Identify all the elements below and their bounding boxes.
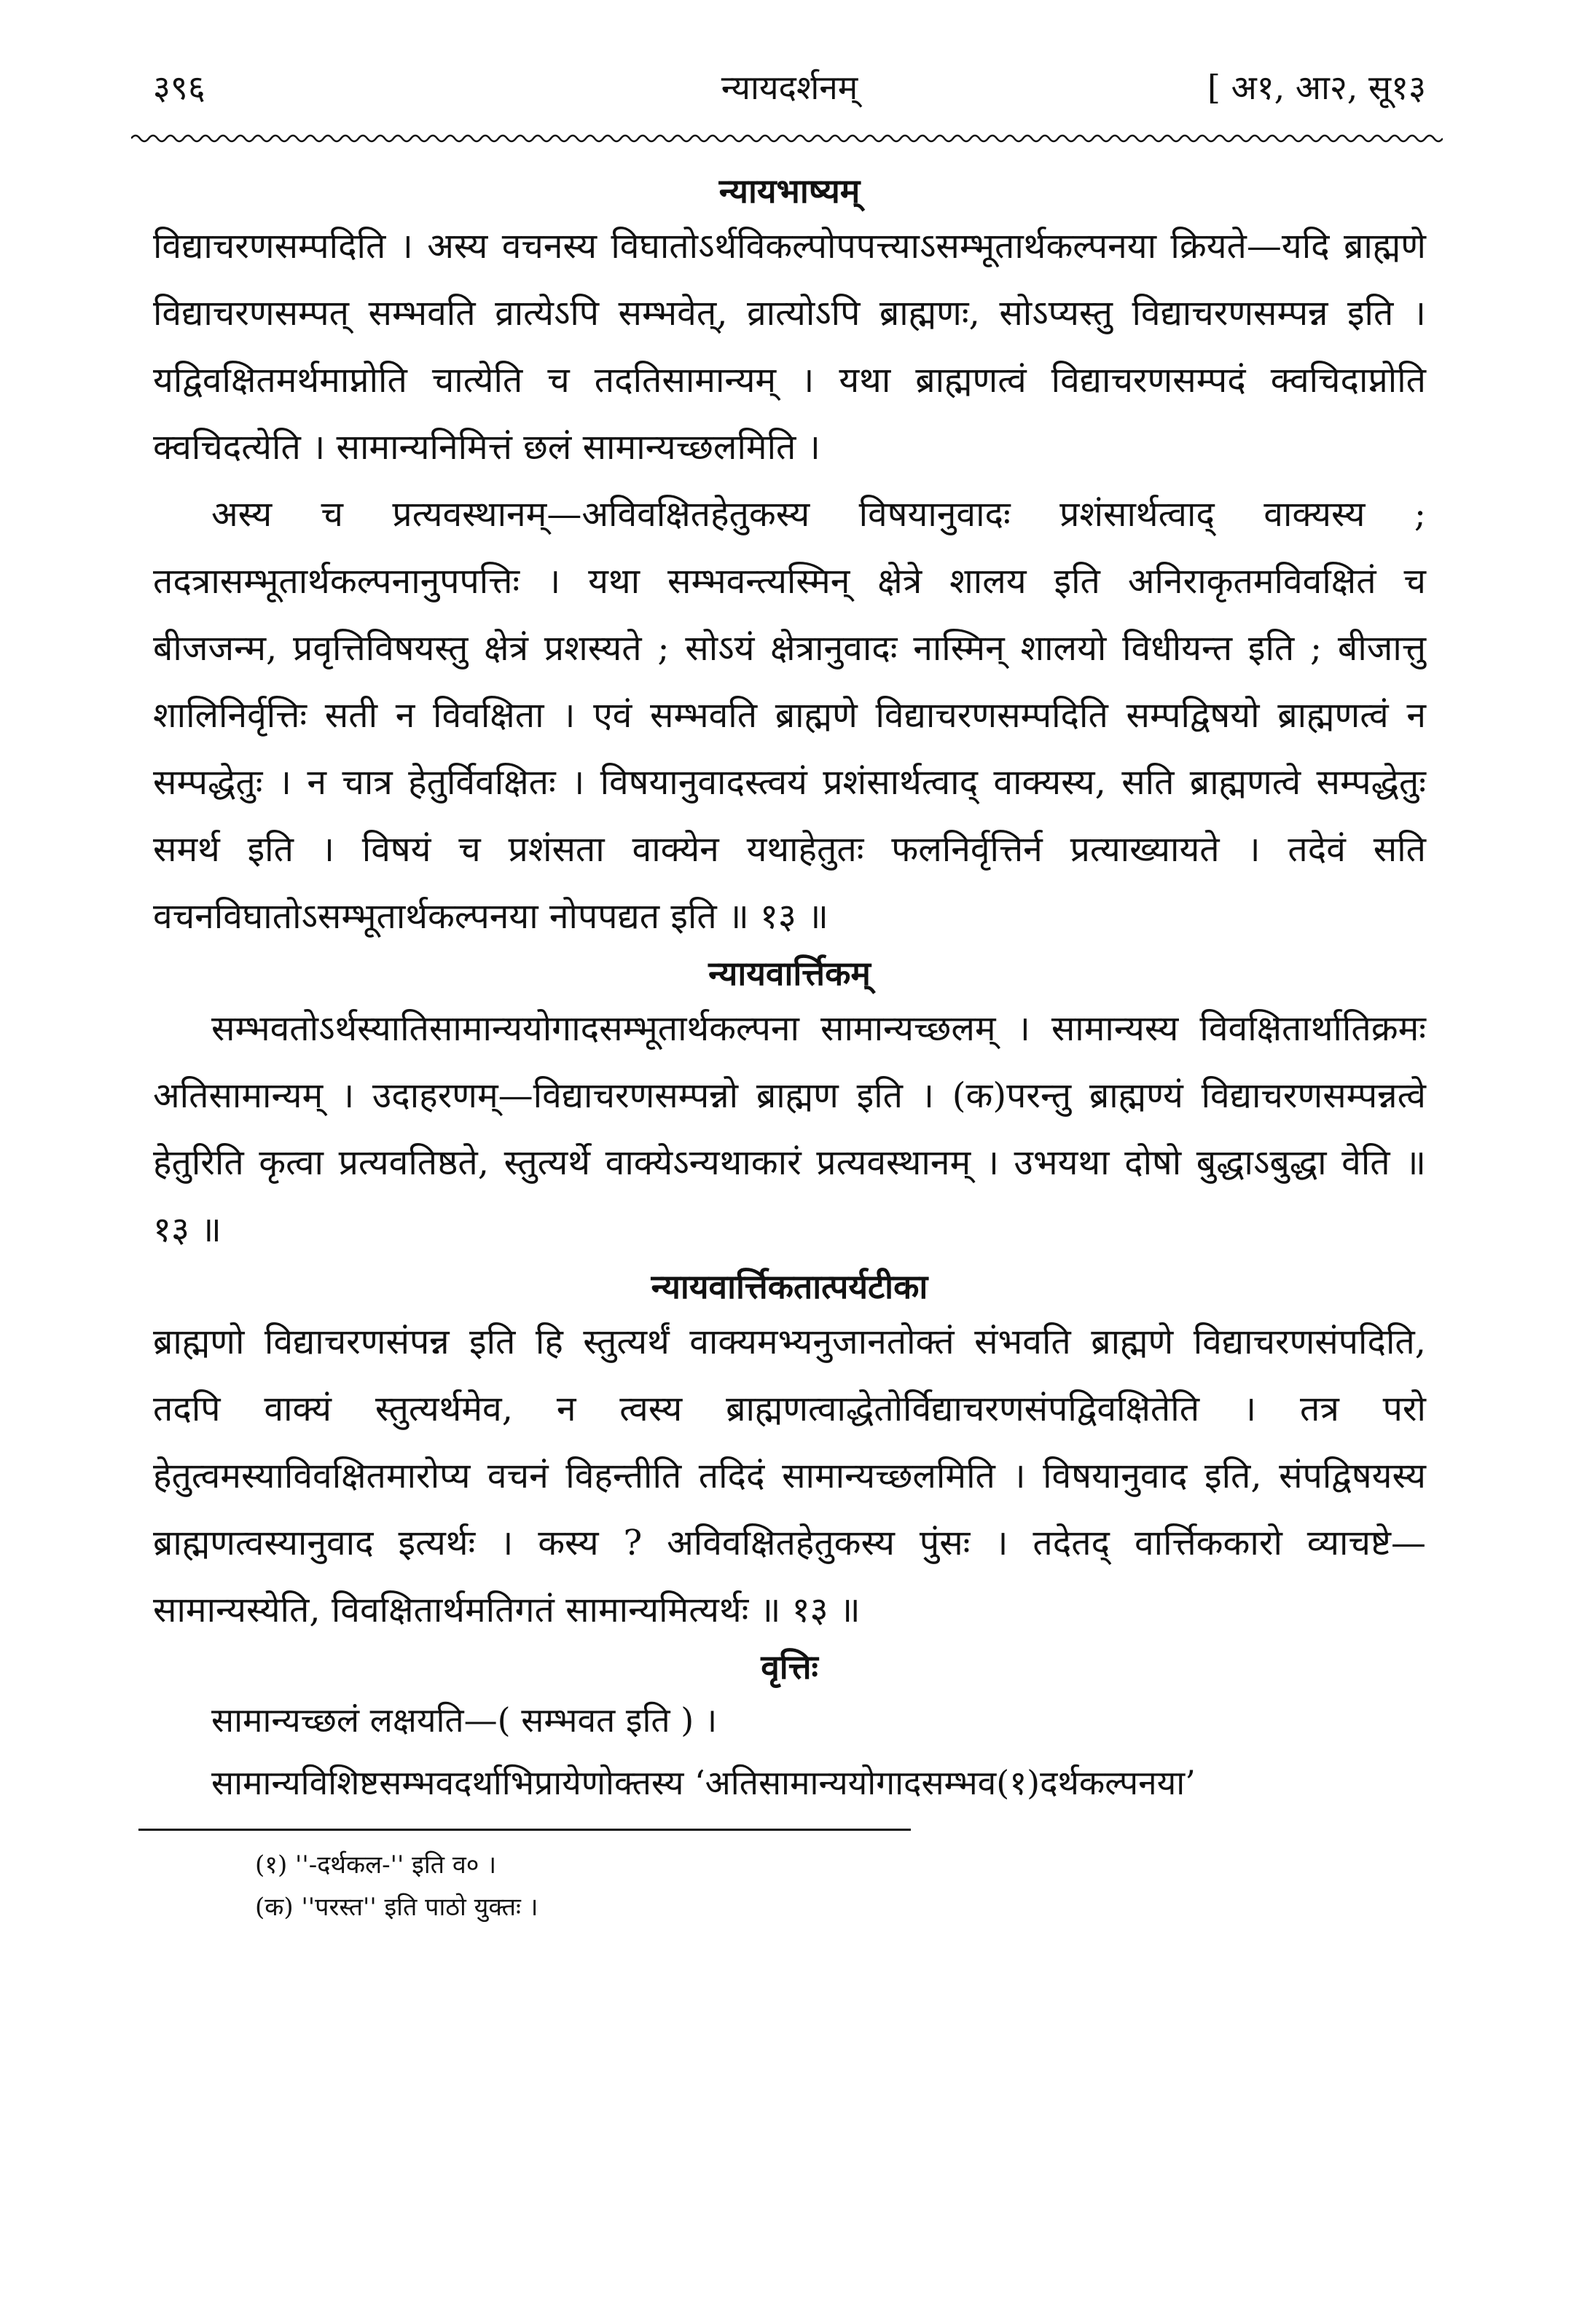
nyayabhashya-paragraph-2: अस्य च प्रत्यवस्थानम्—अविवक्षितहेतुकस्य विषयानुवादः प्रशंसार्थत्वाद् वाक्यस्य ; तदत्रासम्भूतार्थकल्पनानुपपत्तिः । यथा सम्भवन्त्यस्मिन् क्षेत्रे शालय इति अनिराकृतमविवक्षितं च बीजजन्म, प्रवृत्तिविषयस्तु क्षेत्रं प्रशस्यते ; सोऽयं क्षेत्रानुवादः नास्मिन् शालयो विधीयन्त इति ; बीजात्तु शालिनिर्वृत्तिः सती न विवक्षिता । एवं सम्भवति ब्राह्मणे विद्याचरणसम्पदिति सम्पद्विषयो ब्राह्मणत्वं न सम्पद्धेतुः । न चात्र हेतुर्विवक्षितः । विषयानुवादस्त्वयं प्रशंसार्थत्वाद् वाक्यस्य, सति ब्राह्मणत्वे सम्पद्धेतुः समर्थ इति । विषयं च प्रशंसता वाक्येन यथाहेतुतः फलनिर्वृत्तिर्न प्रत्याख्यायते । तदेवं सति वचनविघातोऽसम्भूतार्थकल्पनया नोपपद्यत इति ॥ १३ ॥ (153, 494, 1426, 937)
nyayavarttika-paragraph: सम्भवतोऽर्थस्यातिसामान्ययोगादसम्भूतार्थकल्पना सामान्यच्छलम् । सामान्यस्य विवक्षितार्थातिक्रमः अतिसामान्यम् । उदाहरणम्—विद्याचरणसम्पन्नो ब्राह्मण इति । (क)परन्तु ब्राह्मण्यं विद्याचरणसम्पन्नत्वे हेतुरिति कृत्वा प्रत्यवतिष्ठते, स्तुत्यर्थे वाक्येऽन्यथाकारं प्रत्यवस्थानम् । उभयथा दोषो बुद्धाऽबुद्धा वेति ॥ १३ ॥ (153, 1008, 1426, 1250)
tatparyatika-heading: न्यायवार्त्तिकतात्पर्यटीका (651, 1267, 928, 1306)
vrtti-line-2: सामान्यविशिष्टसम्भवदर्थाभिप्रायेणोक्तस्य ‘अतिसामान्ययोगादसम्भव(१)दर्थकल्पनया’ (211, 1763, 1196, 1802)
running-head (153, 58, 1426, 124)
vrtti-heading: वृत्तिः (761, 1647, 818, 1687)
chapter-reference: [ अ१, आ२, सू१३ (1207, 68, 1426, 107)
tatparyatika-paragraph: ब्राह्मणो विद्याचरणसंपन्न इति हि स्तुत्यर्थं वाक्यमभ्यनुजानतोक्तं संभवति ब्राह्मणे विद्याचरणसंपदिति, तदपि वाक्यं स्तुत्यर्थमेव, न त्वस्य ब्राह्मणत्वाद्धेतोर्विद्याचरणसंपद्विवक्षितेति । तत्र परो हेतुत्वमस्याविवक्षितमारोप्य वचनं विहन्तीति तदिदं सामान्यच्छलमिति । विषयानुवाद इति, संपद्विषयस्य ब्राह्मणत्वस्यानुवाद इत्यर्थः । कस्य ? अविवक्षितहेतुकस्य पुंसः । तदेतद् वार्त्तिककारो व्याचष्टे—सामान्यस्येति, विवक्षितार्थमतिगतं सामान्यमित्यर्थः ॥ १३ ॥ (153, 1322, 1426, 1630)
page-number: ३९६ (153, 68, 205, 107)
footnote-1: (१) ''-दर्थकल-'' इति व० । (255, 1850, 497, 1880)
nyayabhashya-paragraph-1: विद्याचरणसम्पदिति । अस्य वचनस्य विघातोऽर्थविकल्पोपपत्त्याऽसम्भूतार्थकल्पनया क्रियते—यदि ब्राह्मणे विद्याचरणसम्पत् सम्भवति व्रात्येऽपि सम्भवेत्, व्रात्योऽपि ब्राह्मणः, सोऽप्यस्तु विद्याचरणसम्पन्न इति । यद्विवक्षितमर्थमाप्नोति चात्येति च तदतिसामान्यम् । यथा ब्राह्मणत्वं विद्याचरणसम्पदं क्वचिदाप्नोति क्वचिदत्येति । सामान्यनिमित्तं छलं सामान्यच्छलमिति । (153, 226, 1426, 468)
nyayavarttika-heading: न्यायवार्त्तिकम् (708, 954, 871, 993)
book-title: न्यायदर्शनम् (721, 68, 858, 107)
footnote-divider (138, 1829, 911, 1831)
nyayabhashya-heading: न्यायभाष्यम् (718, 171, 861, 211)
vrtti-line-1: सामान्यच्छलं लक्षयति—( सम्भवत इति ) । (211, 1700, 718, 1740)
footnote-2: (क) ''परस्त'' इति पाठो युक्तः । (255, 1893, 538, 1922)
wavy-header-rule (131, 131, 1443, 146)
